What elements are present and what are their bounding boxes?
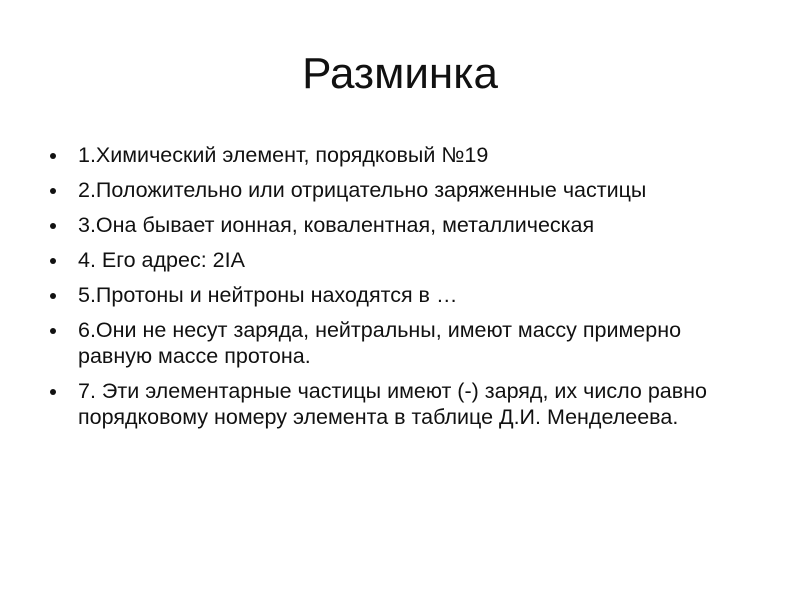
bullet-dot-icon — [50, 223, 56, 229]
list-item-text: 7. Эти элементарные частицы имеют (-) заряд, их число равно порядковому номеру элемента в таблице Д.И. Менделеева. — [78, 379, 708, 429]
bullet-dot-icon — [50, 153, 56, 159]
bullet-list — [0, 142, 800, 439]
list-item-text: 6.Они не несут заряда, нейтральны, имеют массу примерно равную массе протона. — [78, 318, 682, 368]
list-item-text: 5.Протоны и нейтроны находятся в … — [78, 283, 458, 307]
bullet-dot-icon — [50, 188, 56, 194]
slide-title: Разминка — [302, 49, 498, 98]
list-item-text: 2.Положительно или отрицательно заряженные частицы — [78, 178, 647, 202]
bullet-dot-icon — [50, 293, 56, 299]
list-item — [0, 247, 800, 273]
bullet-dot-icon — [50, 258, 56, 264]
list-item-text: 4. Его адрес: 2IA — [78, 248, 245, 272]
list-item — [0, 317, 800, 369]
list-item-text: 1.Химический элемент, порядковый №19 — [78, 143, 489, 167]
list-item-text: 3.Она бывает ионная, ковалентная, металлическая — [78, 213, 595, 237]
bullet-dot-icon — [50, 389, 56, 395]
list-item — [0, 177, 800, 203]
list-item — [0, 282, 800, 308]
list-item — [0, 142, 800, 168]
list-item — [0, 212, 800, 238]
list-item — [0, 378, 800, 430]
bullet-dot-icon — [50, 328, 56, 334]
